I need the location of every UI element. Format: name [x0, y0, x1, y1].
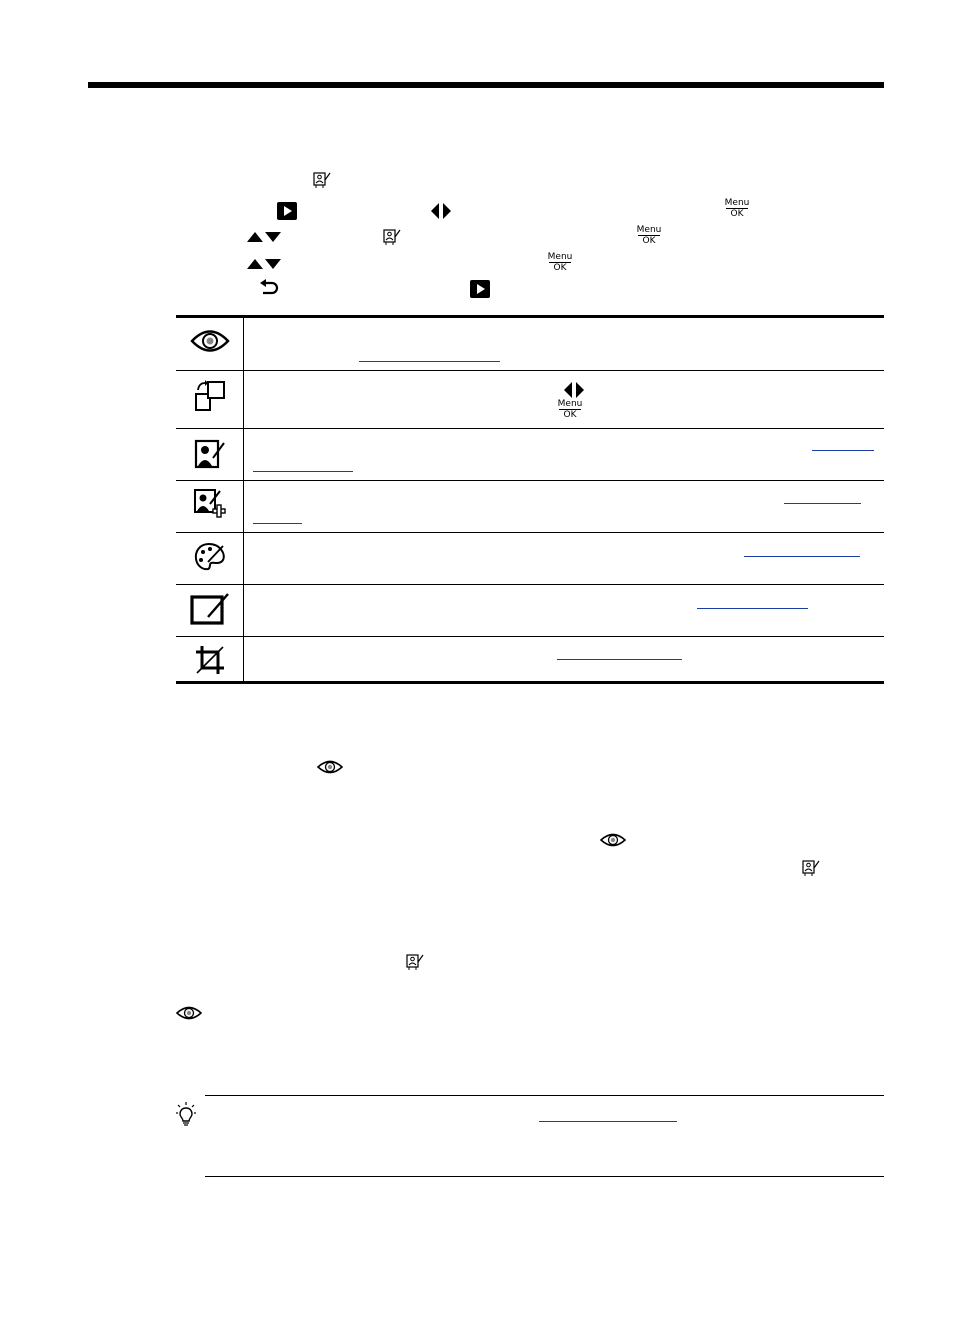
table-bottom-rule	[176, 681, 884, 684]
menu-label: Menu	[547, 252, 573, 262]
ok-label: OK	[563, 410, 577, 420]
table-row-divider	[176, 480, 884, 481]
table-row-divider	[176, 636, 884, 637]
menu-ok-button	[547, 252, 573, 272]
tip-top-rule	[205, 1095, 884, 1096]
eye-icon	[600, 832, 626, 848]
back-arrow-icon	[259, 279, 279, 297]
table-row-3-link-continued[interactable]	[253, 471, 353, 472]
table-row-5-link[interactable]	[744, 556, 860, 557]
portrait-add-icon	[193, 488, 227, 520]
playback-button-icon	[277, 202, 297, 220]
header-rule	[88, 82, 884, 88]
eye-icon	[176, 1005, 202, 1021]
left-right-arrows-icon	[430, 202, 452, 220]
portrait-edit-icon	[194, 438, 226, 470]
table-row-4-link[interactable]	[784, 503, 861, 504]
table-row-divider	[176, 370, 884, 371]
tip-bottom-rule	[205, 1176, 884, 1177]
menu-ok-button	[636, 225, 662, 245]
table-row-4-link-continued[interactable]	[253, 523, 302, 524]
menu-label: Menu	[557, 399, 583, 409]
border-brush-icon	[190, 593, 230, 625]
menu-ok-button	[724, 198, 750, 218]
menu-ok-button	[557, 399, 583, 419]
up-down-arrows-icon	[246, 258, 282, 270]
table-top-rule	[176, 315, 884, 318]
left-right-arrows-icon	[563, 381, 585, 399]
crop-icon	[195, 645, 225, 675]
table-row-7-link[interactable]	[557, 659, 682, 660]
ok-label: OK	[553, 263, 567, 273]
rotate-icon	[194, 380, 226, 412]
up-down-arrows-icon	[246, 231, 282, 243]
menu-label: Menu	[724, 198, 750, 208]
table-row-divider	[176, 428, 884, 429]
ok-label: OK	[730, 209, 744, 219]
table-row-3-link[interactable]	[812, 450, 874, 451]
table-row-1-link[interactable]	[359, 361, 500, 362]
tip-link[interactable]	[539, 1121, 677, 1122]
design-gallery-icon	[802, 859, 820, 877]
eye-icon	[317, 759, 343, 775]
design-gallery-icon	[406, 953, 424, 971]
palette-icon	[194, 542, 226, 572]
lightbulb-icon	[176, 1102, 196, 1128]
menu-label: Menu	[636, 225, 662, 235]
design-gallery-table	[176, 315, 884, 684]
design-gallery-icon	[313, 171, 331, 189]
ok-label: OK	[642, 236, 656, 246]
table-column-divider	[243, 315, 244, 684]
table-row-divider	[176, 584, 884, 585]
playback-button-icon	[470, 280, 490, 298]
eye-icon	[190, 328, 230, 354]
table-row-divider	[176, 532, 884, 533]
design-gallery-icon	[383, 228, 401, 246]
table-row-6-link[interactable]	[697, 608, 808, 609]
